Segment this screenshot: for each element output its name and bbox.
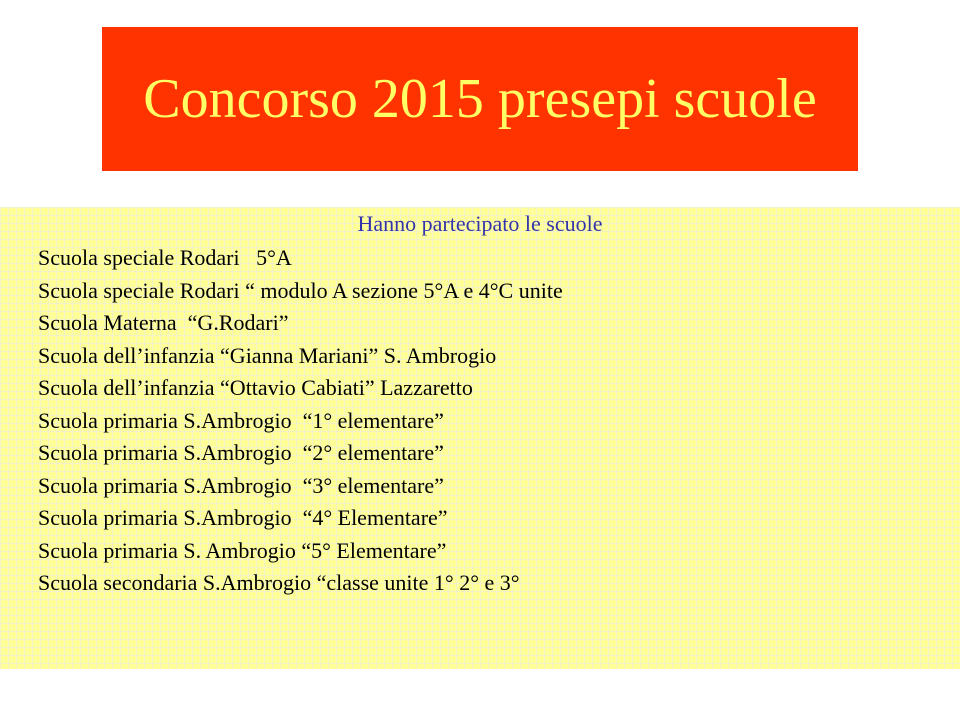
title-banner [102,27,858,171]
list-item: Scuola primaria S. Ambrogio “5° Elementare” [38,537,447,563]
list-item: Scuola primaria S.Ambrogio “3° elementare” [38,472,444,498]
school-list [38,242,938,600]
participants-heading: Hanno partecipato le scuole [357,211,603,236]
list-item: Scuola primaria S.Ambrogio “2° elementare” [38,440,444,465]
list-item: Scuola primaria S.Ambrogio “4° Elementare” [38,505,448,530]
list-item: Scuola speciale Rodari “ modulo A sezione 5°A e 4°C unite [38,277,563,303]
list-item: Scuola secondaria S.Ambrogio “classe unite 1° 2° e 3° [38,570,520,595]
list-item: Scuola dell’infanzia “Ottavio Cabiati” Lazzaretto [38,375,473,400]
list-item: Scuola dell’infanzia “Gianna Mariani” S. Ambrogio [38,342,497,368]
list-item: Scuola speciale Rodari 5°A [38,245,292,270]
slide-title: Concorso 2015 presepi scuole [143,68,817,130]
list-item: Scuola primaria S.Ambrogio “1° elementare” [38,407,444,433]
list-item: Scuola Materna “G.Rodari” [38,310,289,335]
